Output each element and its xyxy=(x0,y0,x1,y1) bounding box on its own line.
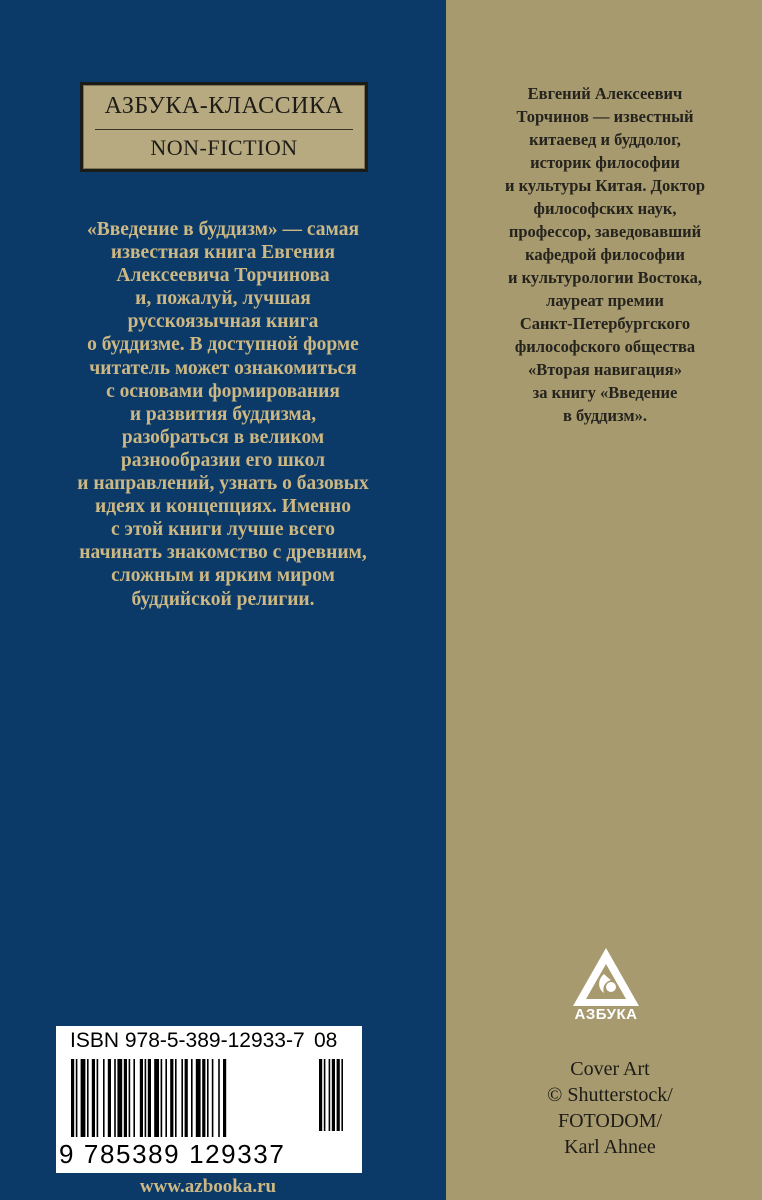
barcode-bar xyxy=(196,1059,201,1137)
barcode-addon-bar xyxy=(332,1059,335,1131)
blurb-line: и развития буддизма, xyxy=(129,403,317,425)
author-bio-line: кафедрой философии xyxy=(525,245,685,264)
barcode-bar xyxy=(76,1059,78,1137)
barcode-addon-bar xyxy=(324,1059,326,1131)
barcode-addon-bar xyxy=(341,1059,343,1131)
barcode-bar xyxy=(175,1059,177,1137)
series-divider xyxy=(95,129,353,130)
publisher-website: www.azbooka.ru xyxy=(139,1176,277,1197)
author-bio-line: Евгений Алексеевич xyxy=(527,84,683,103)
barcode-bar xyxy=(154,1059,159,1137)
barcode-bar xyxy=(191,1059,193,1137)
barcode-bar xyxy=(92,1059,95,1137)
barcode-bar xyxy=(71,1059,74,1137)
barcode-bar xyxy=(218,1059,220,1137)
author-bio-line: философского общества xyxy=(514,337,696,356)
blurb-line: начинать знакомство с древним, xyxy=(79,542,367,564)
series-label-box xyxy=(80,82,368,172)
barcode-bar xyxy=(140,1059,143,1137)
blurb-line: разобраться в великом xyxy=(121,426,325,448)
barcode-bar xyxy=(145,1059,147,1137)
barcode-bar xyxy=(161,1059,163,1137)
blurb-line: сложным и ярким миром xyxy=(111,565,335,587)
author-bio-line: профессор, заведовавший xyxy=(508,222,702,241)
barcode-bar xyxy=(185,1059,188,1137)
author-bio-line: философских наук, xyxy=(533,199,677,218)
author-bio-line: в буддизм». xyxy=(562,406,648,425)
barcode-bar xyxy=(103,1059,105,1137)
barcode-bar xyxy=(108,1059,111,1137)
author-bio-line: историк философии xyxy=(530,153,680,172)
blurb-line: с этой книги лучше всего xyxy=(111,519,335,541)
series-title: АЗБУКА-КЛАССИКА xyxy=(104,93,344,119)
barcode-bar xyxy=(170,1059,173,1137)
author-bio-line: лауреат премии xyxy=(546,291,664,310)
barcode-bar xyxy=(129,1059,131,1137)
barcode-bar xyxy=(124,1059,127,1137)
credit-line: © Shutterstock/ xyxy=(547,1084,673,1106)
blurb-line: с основами формирования xyxy=(106,380,340,402)
isbn-barcode xyxy=(56,1026,362,1173)
cover-credits xyxy=(500,1056,720,1160)
blurb-line: русскоязычная книга xyxy=(127,311,319,333)
barcode-bar xyxy=(165,1059,167,1137)
barcode-bar xyxy=(207,1059,209,1137)
author-bio xyxy=(470,82,740,427)
blurb-line: Алексеевича Торчинова xyxy=(116,265,330,287)
blurb-line: идеях и концепциях. Именно xyxy=(95,496,351,518)
book-blurb xyxy=(40,218,406,611)
author-bio-line: «Вторая навигация» xyxy=(528,360,682,379)
credit-line: Karl Ahnee xyxy=(564,1136,656,1158)
blurb-line: и, пожалуй, лучшая xyxy=(135,288,311,310)
barcode-bar xyxy=(202,1059,205,1137)
blurb-line: разнообразии его школ xyxy=(120,449,326,471)
barcode-bar xyxy=(212,1059,214,1137)
author-bio-line: и культурологии Востока, xyxy=(508,268,702,287)
barcode-bar xyxy=(181,1059,183,1137)
blurb-line: о буддизме. В доступной форме xyxy=(87,334,359,356)
series-subtitle: NON-FICTION xyxy=(150,135,298,160)
barcode-digits: 9 785389 129337 xyxy=(59,1139,286,1169)
barcode-bar xyxy=(97,1059,99,1137)
blurb-line: и направлений, узнать о базовых xyxy=(77,473,369,495)
barcode-bars xyxy=(71,1059,351,1141)
barcode-addon: 08 xyxy=(314,1029,338,1052)
blurb-line: буддийской религии. xyxy=(131,588,315,610)
blurb-line: читатель может ознакомиться xyxy=(89,357,357,379)
isbn-label: ISBN 978-5-389-12933-7 xyxy=(70,1029,305,1052)
barcode-bar xyxy=(223,1059,226,1137)
author-bio-line: Торчинов — известный xyxy=(516,107,694,126)
blurb-line: известная книга Евгения xyxy=(110,242,336,264)
barcode-addon-bar xyxy=(319,1059,322,1131)
author-bio-line: китаевед и буддолог, xyxy=(529,130,681,149)
author-bio-line: и культуры Китая. Доктор xyxy=(504,176,706,195)
barcode-bar xyxy=(148,1059,151,1137)
barcode-bar xyxy=(81,1059,86,1137)
blurb-line: «Введение в буддизм» — самая xyxy=(86,219,360,240)
barcode-addon-bar xyxy=(337,1059,340,1131)
barcode-bar xyxy=(133,1059,135,1137)
barcode-addon-bar xyxy=(329,1059,331,1131)
barcode-bar xyxy=(87,1059,89,1137)
barcode-bar xyxy=(114,1059,116,1137)
credit-line: Cover Art xyxy=(570,1058,650,1080)
barcode-bar xyxy=(117,1059,122,1137)
credit-line: FOTODOM/ xyxy=(557,1110,663,1132)
publisher-logo-text: АЗБУКА xyxy=(574,1006,638,1023)
author-bio-line: Санкт-Петербургского xyxy=(519,314,691,333)
author-bio-line: за книгу «Введение xyxy=(532,383,678,402)
